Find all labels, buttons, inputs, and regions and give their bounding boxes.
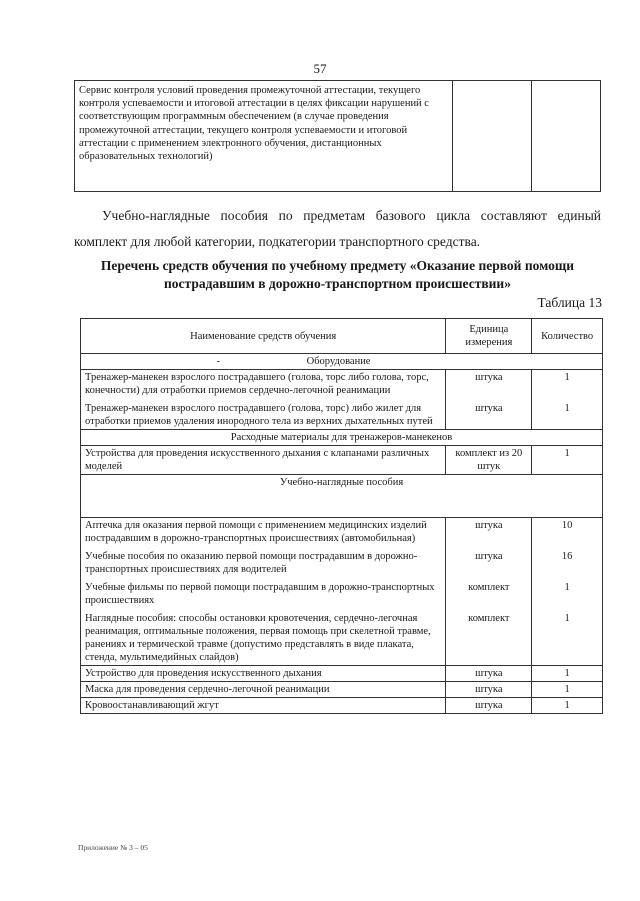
table-row (81, 398, 603, 430)
row-unit: штука (446, 398, 532, 430)
table-row (81, 682, 603, 698)
row-qty: 1 (532, 682, 603, 698)
row-qty: 16 (532, 546, 603, 577)
row-name: Устройства для проведения искусственного дыхания с клапанами различных моделей (81, 446, 446, 475)
row-unit: штука (446, 666, 532, 682)
row-name: Учебные фильмы по первой помощи пострадавшим в дорожно-транспортных происшествиях (81, 577, 446, 608)
table-row (81, 666, 603, 682)
row-name: Наглядные пособия: способы остановки кровотечения, сердечно-легочная реанимация, оптимальные положения, первая помощь при скелетной травме, ранениях и термической травме (допустимо представлять в виде плаката, стенда, мультимедийных слайдов) (81, 608, 446, 666)
top-table-empty-cell (532, 81, 601, 192)
table-row (81, 546, 603, 577)
row-name: Тренажер-манекен взрослого пострадавшего (голова, торс либо голова, торс, конечности) для отработки приемов сердечно-легочной реанимации (81, 370, 446, 399)
page-footer: Приложение № 3 – 05 (78, 843, 148, 852)
table-row (81, 608, 603, 666)
table-heading: Перечень средств обучения по учебному предмету «Оказание первой помощи пострадавшим в дорожно-транспортном происшествии» (100, 258, 575, 291)
top-table-text: Сервис контроля условий проведения промежуточной аттестации, текущего контроля успеваемости и итоговой аттестации в целях фиксации нарушений с соответствующим программным обеспечением (в случае проведения промежуточной аттестации, текущего контроля успеваемости и итоговой аттестации с применением электронного обучения, дистанционных образовательных технологий) (75, 81, 453, 192)
table-row (81, 698, 603, 714)
row-qty: 10 (532, 518, 603, 547)
section-consumables-label: Расходные материалы для тренажеров-манекенов (81, 430, 603, 446)
section-row-equipment (81, 354, 603, 370)
row-qty: 1 (532, 446, 603, 475)
row-name: Учебные пособия по оказанию первой помощи пострадавшим в дорожно-транспортных происшествиях для водителей (81, 546, 446, 577)
row-qty: 1 (532, 577, 603, 608)
section-dash: - (216, 356, 220, 367)
row-unit: комплект (446, 608, 532, 666)
table-row (81, 518, 603, 547)
header-row (81, 319, 603, 354)
header-qty: Количество (532, 319, 603, 354)
table-label: Таблица 13 (537, 295, 602, 310)
section-row-consumables (81, 430, 603, 446)
table-row (81, 577, 603, 608)
row-name: Кровоостанавливающий жгут (81, 698, 446, 714)
header-name: Наименование средств обучения (81, 319, 446, 354)
row-name: Маска для проведения сердечно-легочной реанимации (81, 682, 446, 698)
top-table-empty-cell (453, 81, 532, 192)
row-unit: штука (446, 546, 532, 577)
section-row-visual (81, 475, 603, 518)
section-equipment-label: Оборудование (306, 356, 371, 367)
row-unit: штука (446, 518, 532, 547)
row-unit: штука (446, 370, 532, 399)
table-row (81, 370, 603, 399)
row-name: Тренажер-манекен взрослого пострадавшего (голова, торс) либо жилет для отработки приемов удаления инородного тела из верхних дыхательных путей (81, 398, 446, 430)
top-table (74, 80, 601, 192)
row-qty: 1 (532, 608, 603, 666)
header-unit: Единица измерения (446, 319, 532, 354)
row-unit: штука (446, 682, 532, 698)
row-name: Аптечка для оказания первой помощи с применением медицинских изделий пострадавшим в дорожно-транспортных происшествиях (автомобильная) (81, 518, 446, 547)
row-qty: 1 (532, 666, 603, 682)
section-visual-label: Учебно-наглядные пособия (81, 475, 603, 518)
row-unit: комплект (446, 577, 532, 608)
row-unit: комплект из 20 штук (446, 446, 532, 475)
row-qty: 1 (532, 698, 603, 714)
row-qty: 1 (532, 398, 603, 430)
table-row (81, 446, 603, 475)
equipment-table (80, 318, 603, 714)
page-number: 57 (313, 61, 327, 76)
intro-paragraph: Учебно-наглядные пособия по предметам базового цикла составляют единый комплект для любой категории, подкатегории транспортного средства. (74, 208, 601, 249)
row-qty: 1 (532, 370, 603, 399)
row-unit: штука (446, 698, 532, 714)
row-name: Устройство для проведения искусственного дыхания (81, 666, 446, 682)
